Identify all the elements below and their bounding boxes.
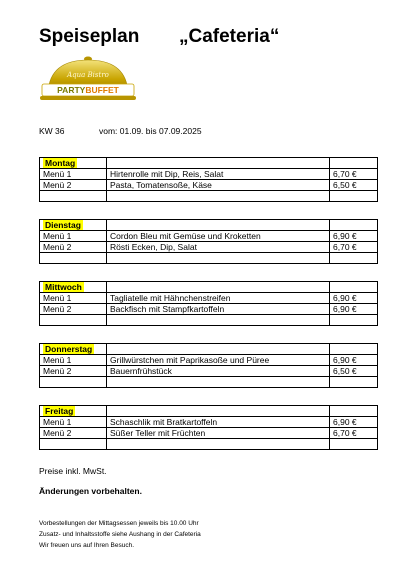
day-table-dienstag (39, 219, 378, 264)
menu-label: Menü 1 (40, 355, 107, 366)
day-header-row (40, 220, 378, 231)
day-name: Montag (45, 158, 76, 168)
menu-dish: Süßer Teller mit Früchten (107, 428, 330, 439)
day-table-montag (39, 157, 378, 202)
menu-price: 6,50 € (330, 366, 378, 377)
day-name: Freitag (45, 406, 74, 416)
table-row-empty (40, 191, 378, 202)
menu-label: Menü 2 (40, 366, 107, 377)
menu-price: 6,50 € (330, 180, 378, 191)
table-row-empty (40, 315, 378, 326)
day-name: Mittwoch (45, 282, 82, 292)
menu-dish: Bauernfrühstück (107, 366, 330, 377)
day-header-row (40, 344, 378, 355)
day-table-freitag (39, 405, 378, 450)
day-name: Dienstag (45, 220, 81, 230)
day-header-row (40, 282, 378, 293)
menu-dish: Grillwürstchen mit Paprikasoße und Püree (107, 355, 330, 366)
menu-price: 6,90 € (330, 293, 378, 304)
menu-dish: Tagliatelle mit Hähnchenstreifen (107, 293, 330, 304)
page-title: Speiseplan (39, 26, 140, 47)
day-name: Donnerstag (45, 344, 93, 354)
prices-note: Preise inkl. MwSt. (39, 466, 107, 476)
table-row-empty (40, 377, 378, 388)
cafeteria-title: „Cafeteria“ (179, 26, 280, 47)
table-row-empty (40, 253, 378, 264)
menu-label: Menü 2 (40, 304, 107, 315)
logo-party-text: PARTY (57, 85, 86, 95)
cloche-logo-icon (38, 54, 136, 106)
menu-dish: Pasta, Tomatensoße, Käse (107, 180, 330, 191)
table-row (40, 293, 378, 304)
menu-dish: Backfisch mit Stampfkartoffeln (107, 304, 330, 315)
logo-script-text: Aqua Bistro (67, 71, 109, 79)
menu-dish: Schaschlik mit Bratkartoffeln (107, 417, 330, 428)
partybuffet-logo (38, 54, 136, 106)
table-row (40, 231, 378, 242)
table-row (40, 180, 378, 191)
day-table-mittwoch (39, 281, 378, 326)
svg-text:PARTYBUFFET (57, 85, 120, 95)
week-info (39, 126, 202, 136)
menu-label: Menü 2 (40, 242, 107, 253)
menu-label: Menü 1 (40, 293, 107, 304)
table-row (40, 169, 378, 180)
menu-price: 6,90 € (330, 304, 378, 315)
week-range: vom: 01.09. bis 07.09.2025 (99, 126, 202, 136)
day-table-donnerstag (39, 343, 378, 388)
menu-label: Menü 2 (40, 180, 107, 191)
menu-label: Menü 1 (40, 169, 107, 180)
day-header-row (40, 406, 378, 417)
menu-price: 6,70 € (330, 428, 378, 439)
changes-note: Änderungen vorbehalten. (39, 486, 142, 496)
menu-price: 6,70 € (330, 169, 378, 180)
menu-price: 6,70 € (330, 242, 378, 253)
table-row-empty (40, 439, 378, 450)
menu-label: Menü 1 (40, 231, 107, 242)
footer-line: Vorbestellungen der Mittagsessen jeweils bis 10.00 Uhr (39, 520, 199, 527)
week-label: KW 36 (39, 126, 65, 136)
menu-dish: Hirtenrolle mit Dip, Reis, Salat (107, 169, 330, 180)
menu-dish: Rösti Ecken, Dip, Salat (107, 242, 330, 253)
day-header-row (40, 158, 378, 169)
table-row (40, 242, 378, 253)
menu-price: 6,90 € (330, 231, 378, 242)
menu-price: 6,90 € (330, 355, 378, 366)
menu-label: Menü 1 (40, 417, 107, 428)
footer-line: Wir freuen uns auf Ihren Besuch. (39, 542, 135, 549)
table-row (40, 428, 378, 439)
table-row (40, 366, 378, 377)
menu-price: 6,90 € (330, 417, 378, 428)
logo-buffet-text: BUFFET (85, 85, 119, 95)
table-row (40, 304, 378, 315)
table-row (40, 355, 378, 366)
table-row (40, 417, 378, 428)
menu-label: Menü 2 (40, 428, 107, 439)
menu-dish: Cordon Bleu mit Gemüse und Kroketten (107, 231, 330, 242)
footer-line: Zusatz- und Inhaltsstoffe siehe Aushang in der Cafeteria (39, 531, 201, 538)
